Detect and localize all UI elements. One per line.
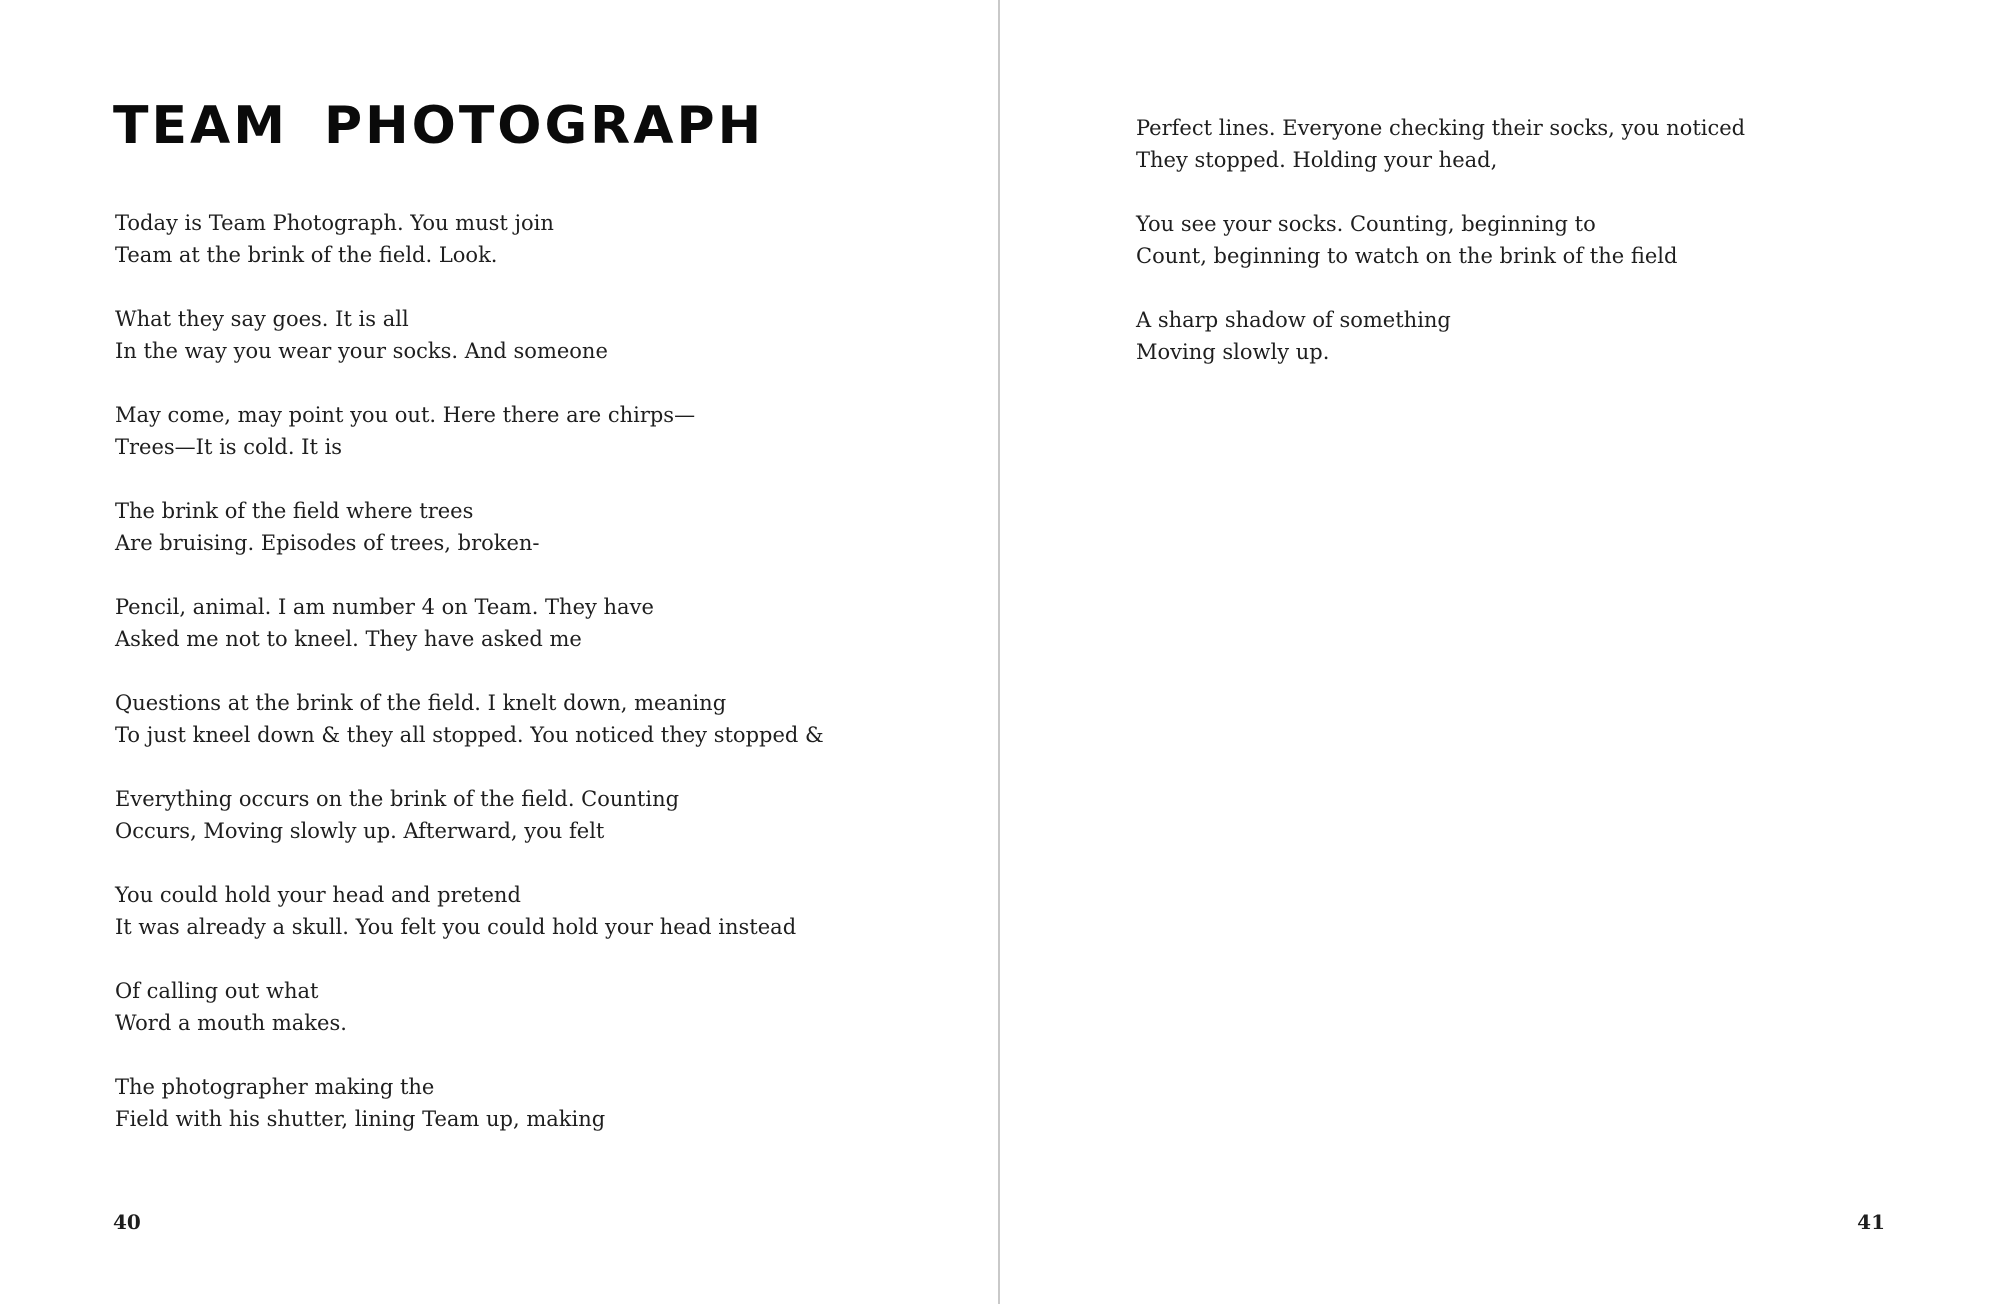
poem-line: Occurs, Moving slowly up. Afterward, you felt	[115, 819, 605, 843]
poem-title	[113, 96, 765, 156]
poem-line: May come, may point you out. Here there are chirps—	[115, 403, 696, 427]
poem-line: Team at the brink of the field. Look.	[115, 243, 498, 267]
poem-line: What they say goes. It is all	[115, 307, 409, 331]
page-number: 40	[113, 1210, 141, 1234]
poem-line: In the way you wear your socks. And someone	[115, 339, 608, 363]
stanza	[115, 399, 824, 463]
poem-line: They stopped. Holding your head,	[1136, 148, 1498, 172]
poem-line: Word a mouth makes.	[115, 1011, 347, 1035]
poem-line: Pencil, animal. I am number 4 on Team. They have	[115, 595, 654, 619]
stanza	[115, 879, 824, 943]
poem-line: Field with his shutter, lining Team up, making	[115, 1107, 606, 1131]
left-page	[0, 0, 998, 1304]
poem-line: Count, beginning to watch on the brink of the field	[1136, 244, 1678, 268]
stanza	[1136, 112, 1745, 176]
stanza	[115, 591, 824, 655]
right-page	[1000, 0, 2000, 1304]
title-word: TEAM	[113, 96, 288, 156]
poem-line: Everything occurs on the brink of the field. Counting	[115, 787, 680, 811]
poem-line: Are bruising. Episodes of trees, broken-	[115, 531, 540, 555]
poem-line: Trees—It is cold. It is	[115, 435, 343, 459]
poem-line: The photographer making the	[115, 1075, 435, 1099]
poem-line: The brink of the field where trees	[115, 499, 474, 523]
poem-body-right	[1136, 112, 1745, 400]
stanza	[115, 495, 824, 559]
poem-line: Questions at the brink of the field. I knelt down, meaning	[115, 691, 727, 715]
page-number: 41	[1857, 1210, 1885, 1234]
stanza	[115, 207, 824, 271]
poem-line: Perfect lines. Everyone checking their socks, you noticed	[1136, 116, 1746, 140]
stanza	[115, 687, 824, 751]
stanza	[115, 975, 824, 1039]
poem-line: Today is Team Photograph. You must join	[115, 211, 554, 235]
stanza	[1136, 304, 1745, 368]
poem-line: A sharp shadow of something	[1136, 308, 1451, 332]
title-word: PHOTOGRAPH	[323, 96, 765, 156]
poem-body-left	[115, 207, 824, 1167]
poem-line: Of calling out what	[115, 979, 319, 1003]
poem-line: Moving slowly up.	[1136, 340, 1330, 364]
poem-line: You could hold your head and pretend	[115, 883, 521, 907]
stanza	[115, 303, 824, 367]
poem-line: It was already a skull. You felt you could hold your head instead	[115, 915, 797, 939]
stanza	[115, 1071, 824, 1135]
poem-line: To just kneel down & they all stopped. You noticed they stopped &	[115, 723, 824, 747]
poem-line: Asked me not to kneel. They have asked me	[115, 627, 582, 651]
poem-line: You see your socks. Counting, beginning to	[1136, 212, 1596, 236]
stanza	[1136, 208, 1745, 272]
stanza	[115, 783, 824, 847]
